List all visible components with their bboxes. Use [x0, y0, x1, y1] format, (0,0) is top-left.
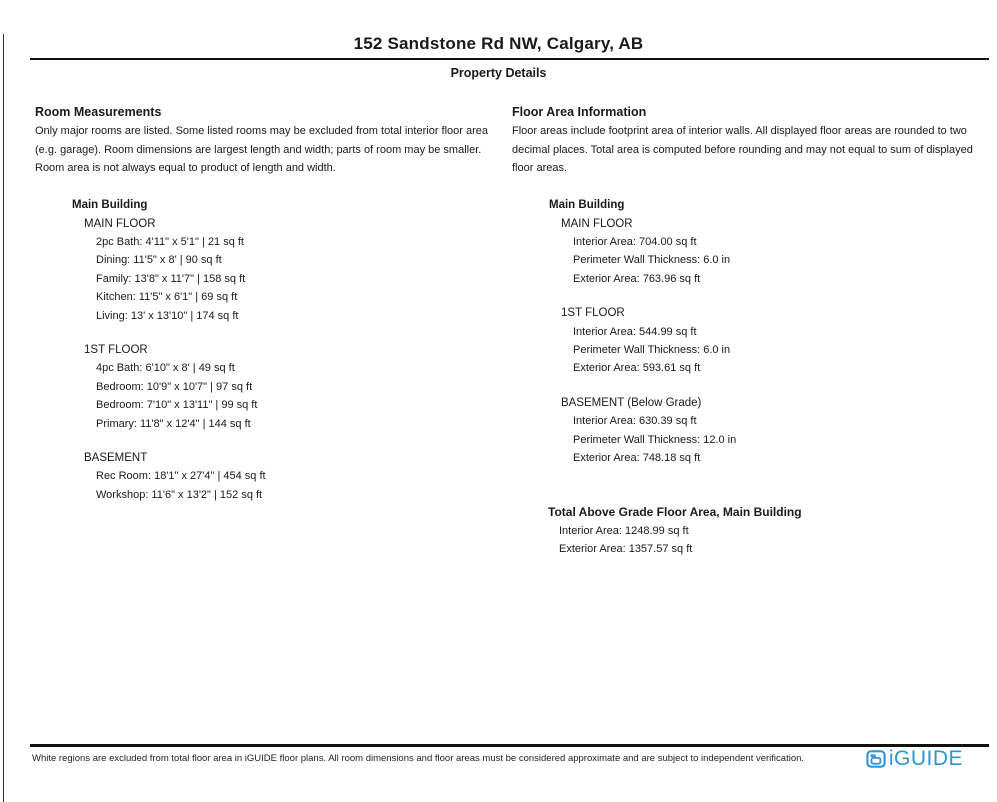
property-details-page	[0, 34, 997, 802]
area-detail: Interior Area: 704.00 sq ft	[573, 235, 697, 248]
description-line: (e.g. garage). Room dimensions are largest length and width; parts of room may be smaller.	[35, 143, 482, 156]
footer-disclaimer: White regions are excluded from total floor area in iGUIDE floor plans. All room dimensions and floor areas must be considered approximate and are subject to independent verification.	[32, 753, 805, 764]
total-above-grade-block	[512, 503, 982, 558]
title-divider	[30, 58, 989, 60]
room-measurement: Workshop: 11'6" x 13'2" | 152 sq ft	[96, 488, 263, 501]
area-block-1st-floor	[512, 304, 982, 378]
floor-area-description	[512, 122, 982, 178]
area-block-basement	[512, 394, 982, 468]
floor-name: 1ST FLOOR	[561, 307, 625, 320]
area-block-main-floor	[512, 215, 982, 289]
floor-block-basement	[35, 449, 512, 504]
room-measurement: Bedroom: 10'9" x 10'7" | 97 sq ft	[96, 380, 253, 393]
description-line: Room area is not always equal to product of length and width.	[35, 162, 336, 174]
description-line: floor areas.	[512, 162, 568, 174]
iguide-logo	[866, 747, 963, 771]
floor-name: MAIN FLOOR	[561, 217, 633, 230]
area-detail: Perimeter Wall Thickness: 6.0 in	[573, 254, 731, 267]
area-detail: Exterior Area: 748.18 sq ft	[573, 451, 701, 464]
description-line: Floor areas include footprint area of interior walls. All displayed floor areas are rounded to two	[512, 125, 967, 137]
page-subtitle: Property Details	[450, 66, 547, 80]
room-measurements-description	[35, 122, 512, 178]
area-detail: Exterior Area: 763.96 sq ft	[573, 272, 701, 285]
room-measurement: Family: 13'8" x 11'7" | 158 sq ft	[96, 272, 246, 285]
description-line: decimal places. Total area is computed before rounding and may not equal to sum of displayed	[512, 143, 973, 156]
floor-name: MAIN FLOOR	[84, 217, 156, 230]
area-detail: Perimeter Wall Thickness: 12.0 in	[573, 433, 737, 446]
room-measurements-heading: Room Measurements	[35, 105, 162, 119]
floor-name: 1ST FLOOR	[84, 343, 148, 356]
floor-block-main-floor	[35, 215, 512, 325]
footer-divider	[30, 744, 989, 747]
room-measurement: 4pc Bath: 6'10" x 8' | 49 sq ft	[96, 362, 235, 375]
iguide-camera-icon	[866, 750, 886, 768]
report-header	[0, 34, 997, 80]
content-columns	[0, 104, 997, 559]
page-left-edge-line	[3, 34, 4, 802]
room-measurement: Primary: 11'8" x 12'4" | 144 sq ft	[96, 417, 251, 430]
total-area-detail: Interior Area: 1248.99 sq ft	[559, 524, 689, 537]
floor-block-1st-floor	[35, 341, 512, 433]
room-measurements-section	[35, 104, 512, 559]
room-measurement: Kitchen: 11'5" x 6'1" | 69 sq ft	[96, 291, 238, 304]
description-line: Only major rooms are listed. Some listed rooms may be excluded from total interior floor area	[35, 125, 489, 137]
iguide-logo-text: iGUIDE	[888, 747, 963, 770]
area-detail: Interior Area: 630.39 sq ft	[573, 415, 697, 428]
room-measurement: Rec Room: 18'1" x 27'4" | 454 sq ft	[96, 470, 266, 483]
total-above-grade-heading: Total Above Grade Floor Area, Main Building	[548, 505, 802, 520]
total-area-detail: Exterior Area: 1357.57 sq ft	[559, 543, 693, 556]
floor-area-heading: Floor Area Information	[512, 105, 647, 119]
building-name: Main Building	[72, 198, 148, 211]
floor-name: BASEMENT (Below Grade)	[561, 396, 702, 409]
room-measurement: Dining: 11'5" x 8' | 90 sq ft	[96, 254, 222, 267]
room-measurement: Bedroom: 7'10" x 13'11" | 99 sq ft	[96, 399, 258, 412]
room-measurement: 2pc Bath: 4'11" x 5'1" | 21 sq ft	[96, 235, 244, 248]
floor-area-section	[512, 104, 982, 559]
floor-name: BASEMENT	[84, 451, 148, 464]
area-detail: Interior Area: 544.99 sq ft	[573, 325, 697, 338]
room-measurement: Living: 13' x 13'10" | 174 sq ft	[96, 309, 239, 322]
building-name: Main Building	[549, 198, 625, 211]
area-detail: Exterior Area: 593.61 sq ft	[573, 362, 701, 375]
page-title: 152 Sandstone Rd NW, Calgary, AB	[353, 34, 644, 53]
area-detail: Perimeter Wall Thickness: 6.0 in	[573, 343, 731, 356]
